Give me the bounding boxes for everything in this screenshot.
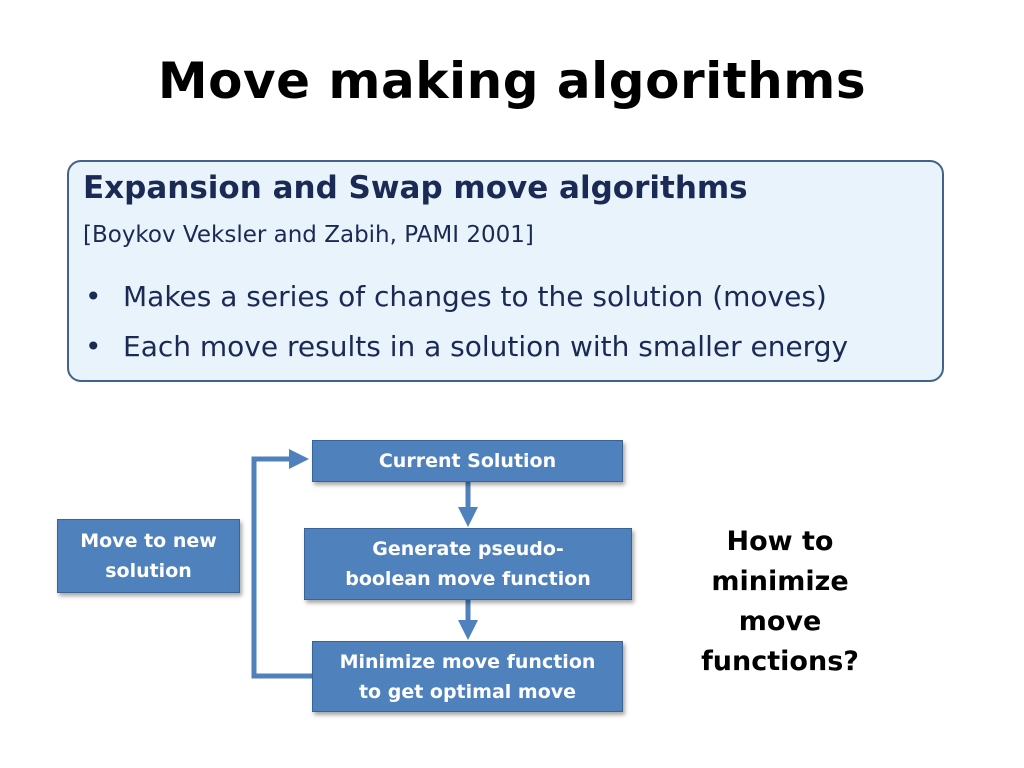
question-line2: minimize move — [711, 566, 849, 637]
move-to-new-solution-box — [57, 519, 240, 593]
generate-label-line1: Generate pseudo- — [372, 538, 564, 560]
bullet-marker: • — [85, 330, 102, 363]
minimize-label-line1: Minimize move function — [339, 650, 596, 673]
callout-heading: Expansion and Swap move algorithms — [83, 170, 748, 206]
question-text — [680, 522, 880, 682]
slide-title: Move making algorithms — [157, 52, 867, 110]
generate-label-line2: boolean move function — [345, 568, 591, 590]
bullet-text: Makes a series of changes to the solution (moves) — [123, 280, 827, 313]
question-line1: How to — [726, 526, 834, 557]
minimize-move-function-box — [312, 641, 623, 712]
bullet-text: Each move results in a solution with smaller energy — [123, 330, 849, 363]
minimize-label-line2: to get optimal move — [358, 680, 577, 703]
move-to-new-line1: Move to new — [80, 530, 217, 552]
move-to-new-line2: solution — [105, 560, 192, 582]
bullet-marker: • — [85, 280, 102, 313]
current-solution-label: Current Solution — [378, 450, 557, 472]
generate-move-function-box — [304, 528, 632, 600]
question-line3: functions? — [701, 646, 859, 677]
current-solution-box — [312, 440, 623, 482]
callout-citation: [Boykov Veksler and Zabih, PAMI 2001] — [83, 222, 534, 248]
